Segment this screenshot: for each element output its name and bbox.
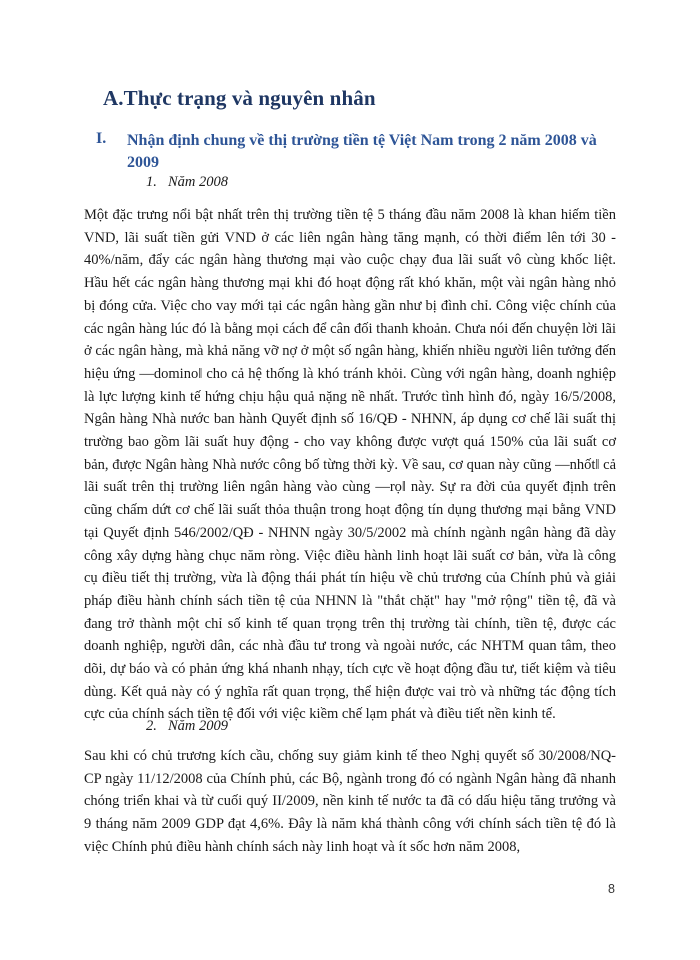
subsection-number: I. xyxy=(96,130,107,147)
year-2008-title: Năm 2008 xyxy=(168,174,229,190)
year-2008-number: 1. xyxy=(146,174,157,190)
year-2009-paragraph: Sau khi có chủ trương kích cầu, chống suy giảm kinh tế theo Nghị quyết số 30/2008/NQ-CP ngày 11/12/2008 của Chính phủ, các Bộ, ngành trong đó có ngành Ngân hàng đã nhanh chóng triển khai và từ cuối quý II/2009, nền kinh tế nước ta đã có dấu hiệu tăng trưởng và 9 tháng năm 2009 GDP đạt 4,6%. Đây là năm khá thành công với chính sách tiền tệ đó là việc Chính phủ điều hành chính sách này linh hoạt và ít sốc hơn năm 2008, xyxy=(84,748,616,855)
year-2008-paragraph: Một đặc trưng nổi bật nhất trên thị trường tiền tệ 5 tháng đầu năm 2008 là khan hiếm tiền VND, lãi suất tiền gửi VND ở các liên ngân hàng tăng mạnh, có thời điểm lên tới 30 - 40%/năm, đẩy các ngân hàng thương mại vào cuộc chạy đua lãi suất vô cùng khốc liệt. Hầu hết các ngân hàng thương mại khi đó hoạt động rất khó khăn, một vài ngân hàng nhỏ bị đóng cửa. Việc cho vay mới tại các ngân hàng gần như bị đình chỉ. Công việc chính của các ngân hàng lúc đó là bằng mọi cách để cân đối thanh khoản. Chưa nói đến chuyện lời lãi ở các ngân hàng, mà khả năng vỡ nợ ở một số ngân hàng, khiến nhiều người liên tưởng đến hiệu ứng ―domino‖ cho cả hệ thống là khó tránh khỏi. Cùng với ngân hàng, doanh nghiệp là lực lượng kinh tế hứng chịu hậu quả nặng nề nhất. Trước tình hình đó, ngày 16/5/2008, Ngân hàng Nhà nước ban hành Quyết định số 16/QĐ - NHNN, áp dụng cơ chế lãi suất thị trường bao gồm lãi suất huy động - cho vay không được vượt quá 150% của lãi suất cơ bản, được Ngân hàng Nhà nước công bố từng thời kỳ. Về sau, cơ quan này cũng ―nhốt‖ cả lãi suất trên thị trường liên ngân hàng vào cùng ―rọ‖ này. Sự ra đời của quyết định trên cũng chấm dứt cơ chế lãi suất thỏa thuận trong hoạt động tín dụng thương mại bằng VND tại Quyết định 546/2002/QĐ - NHNN ngày 30/5/2002 mà chính ngành ngân hàng đã dày công xây dựng hàng chục năm ròng. Việc điều hành linh hoạt lãi suất cơ bản, vừa là công cụ điều tiết thị trường, vừa là động thái phát tín hiệu về chủ trương của Chính phủ và giải pháp điều hành chính sách tiền tệ của NHNN là "thắt chặt" hay "mở rộng" tiền tệ, đã và đang trở thành một chỉ số kinh tế quan trọng trên thị trường tài chính, tiền tệ, được các doanh nghiệp, người dân, các nhà đầu tư trong và ngoài nước, các NHTM quan tâm, theo dõi, dự báo và có phản ứng khá nhanh nhạy, tích cực về hoạt động đầu tư, tiết kiệm và tiêu dùng. Kết quả này có ý nghĩa rất quan trọng, thể hiện được vai trò và những tác động tích cực của chính sách tiền tệ đối với việc kiềm chế lạm phát và điều tiết nền kinh tế. xyxy=(84,207,616,723)
page-number: 8 xyxy=(608,882,615,896)
section-heading: A.Thực trạng và nguyên nhân xyxy=(103,86,376,110)
year-2009-heading xyxy=(146,718,228,735)
subsection-heading: Nhận định chung về thị trường tiền tệ Việt Nam trong 2 năm 2008 và 2009 xyxy=(127,132,597,171)
year-2009-number: 2. xyxy=(146,718,157,734)
year-2008-heading xyxy=(146,174,228,191)
year-2009-title: Năm 2009 xyxy=(168,718,229,734)
